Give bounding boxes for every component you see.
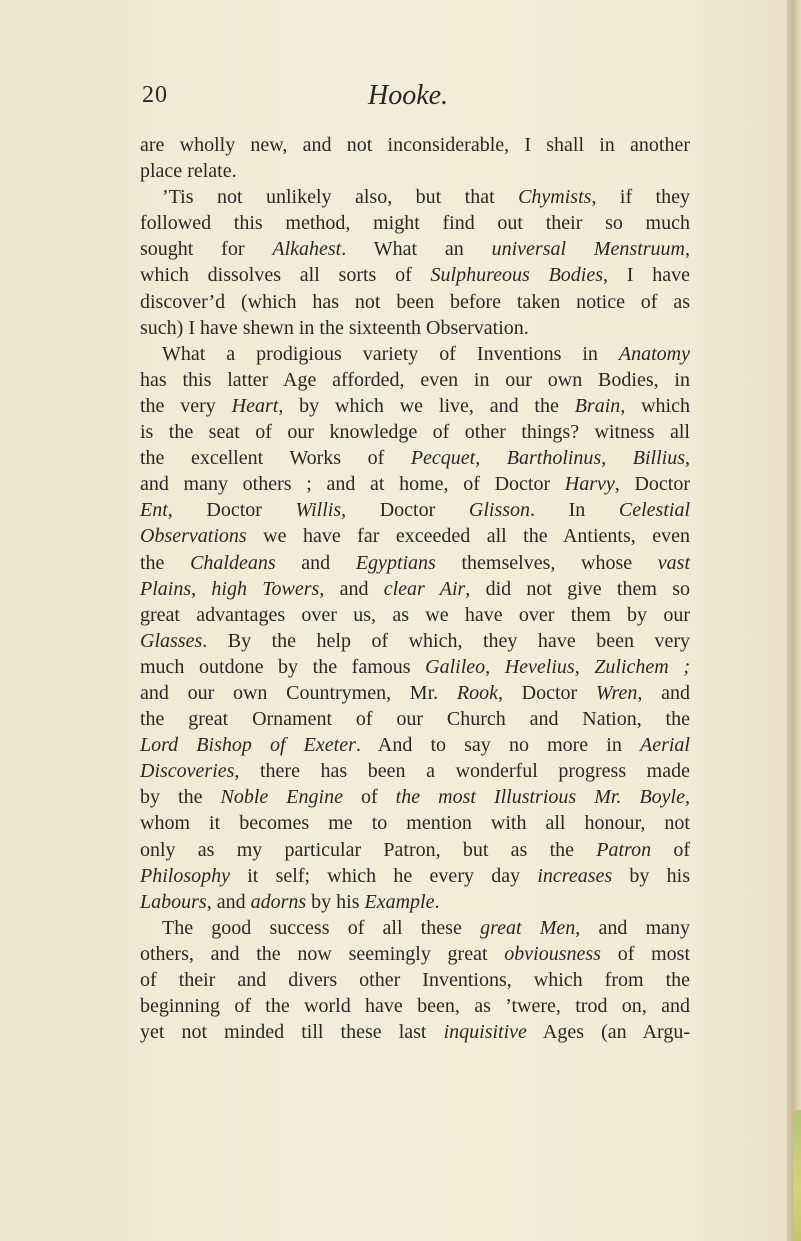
text-run: and many others ; and at home, of Doctor xyxy=(140,473,565,496)
text-line xyxy=(140,706,690,732)
text-run: the excellent Works of xyxy=(140,447,411,470)
text-run: only as my particular Patron, but as the xyxy=(140,838,597,861)
page-header xyxy=(142,82,682,122)
italic-text: vast xyxy=(657,551,690,574)
text-run: , xyxy=(574,655,595,678)
text-line xyxy=(140,158,690,184)
text-run: The good success of all these xyxy=(162,916,481,939)
body-text xyxy=(140,132,690,1045)
text-run: sought for xyxy=(140,238,273,261)
text-run: , xyxy=(485,655,505,678)
text-run: of xyxy=(342,786,396,809)
text-run: of their and divers other Inventions, which from the xyxy=(140,969,690,991)
text-run: such) I have shewn in the sixteenth Observation. xyxy=(140,316,529,339)
text-run: , there has been a wonderful progress made xyxy=(234,760,690,783)
italic-text: the most Illustrious Mr. Boyle xyxy=(395,786,685,809)
text-run: What a prodigious variety of Inventions in xyxy=(162,342,619,365)
italic-text: Pecquet xyxy=(410,447,476,470)
text-run: yet not minded till these last xyxy=(140,1021,444,1044)
text-run: , xyxy=(475,447,507,470)
italic-text: Discoveries xyxy=(140,760,235,783)
text-run: , and many xyxy=(575,916,691,939)
text-run: discover’d (which has not been before taken notice of as xyxy=(140,290,690,313)
text-run: . In xyxy=(530,499,619,522)
text-run: others, and the now seemingly great xyxy=(140,942,505,965)
text-run: has this latter Age afforded, even in our own Bodies, in xyxy=(140,368,690,391)
italic-text: Ent xyxy=(140,499,168,522)
text-line xyxy=(140,471,690,497)
italic-text: Philosophy xyxy=(140,864,230,887)
italic-text: adorns xyxy=(250,890,307,913)
italic-text: Anatomy xyxy=(618,342,690,365)
text-line xyxy=(140,680,690,706)
text-run: of most xyxy=(600,942,690,965)
text-run: , xyxy=(685,238,690,261)
text-line xyxy=(140,993,690,1019)
text-run: the very xyxy=(140,394,232,417)
text-line xyxy=(140,315,690,341)
text-run: ’Tis not unlikely also, but that xyxy=(162,186,519,209)
italic-text: Observations xyxy=(140,525,247,548)
italic-text: Sulphureous Bodies xyxy=(430,264,604,287)
text-run: . What an xyxy=(341,238,492,261)
text-run: , Doctor xyxy=(497,681,596,704)
text-line xyxy=(140,758,690,784)
text-line xyxy=(140,837,690,863)
text-run: , by which we live, and the xyxy=(278,394,575,417)
text-line xyxy=(140,497,690,523)
text-line xyxy=(140,576,690,602)
italic-text: Chymists xyxy=(518,186,592,209)
text-line xyxy=(140,419,690,445)
italic-text: high Towers xyxy=(211,577,320,600)
text-run: by the xyxy=(140,786,221,809)
text-line xyxy=(140,863,690,889)
running-head: Hooke. xyxy=(368,80,449,111)
text-line xyxy=(140,445,690,471)
text-run: . And to say no more in xyxy=(355,734,640,757)
text-line xyxy=(140,393,690,419)
text-run: , xyxy=(685,447,690,470)
text-line xyxy=(140,784,690,810)
italic-text: Egyptians xyxy=(355,551,436,574)
text-run: , Doctor xyxy=(167,499,296,522)
text-line xyxy=(140,915,690,941)
page-number: 20 xyxy=(142,82,168,108)
text-run: beginning of the world have been, as ’twere, trod on, and xyxy=(140,995,690,1018)
text-line xyxy=(140,654,690,680)
text-run: place relate. xyxy=(140,160,237,183)
text-run: are wholly new, and not inconsiderable, I shall in another xyxy=(140,134,690,156)
text-run: by his xyxy=(612,864,690,887)
italic-text: Noble Engine xyxy=(220,786,343,809)
italic-text: Hevelius xyxy=(504,655,575,678)
text-run: great advantages over us, as we have over them by our xyxy=(140,603,690,626)
italic-text: Labours xyxy=(140,890,207,913)
text-line xyxy=(140,367,690,393)
text-line xyxy=(140,184,690,210)
italic-text: obviousness xyxy=(504,942,601,965)
text-run: themselves, whose xyxy=(435,551,658,574)
text-run: , which xyxy=(620,394,690,417)
text-run: . xyxy=(434,890,440,913)
italic-text: great Men xyxy=(480,916,576,939)
italic-text: Willis xyxy=(295,499,342,522)
text-line xyxy=(140,132,690,158)
text-line xyxy=(140,550,690,576)
text-line xyxy=(140,941,690,967)
text-line xyxy=(140,628,690,654)
italic-text: Plains xyxy=(140,577,192,600)
italic-text: Harvy xyxy=(564,473,615,496)
text-line xyxy=(140,523,690,549)
italic-text: Patron xyxy=(596,838,652,861)
text-run: is the seat of our knowledge of other things? witness all xyxy=(140,421,690,444)
text-run: it self; which he every day xyxy=(230,864,538,887)
text-line xyxy=(140,341,690,367)
text-run: , xyxy=(601,447,633,470)
italic-text: Alkahest xyxy=(272,238,342,261)
text-run: , and xyxy=(637,681,690,704)
text-line xyxy=(140,210,690,236)
text-line xyxy=(140,732,690,758)
italic-text: Bartholinus xyxy=(506,447,602,470)
italic-text: inquisitive xyxy=(443,1021,527,1044)
italic-text: Zulichem ; xyxy=(594,655,690,678)
text-run: and our own Countrymen, Mr. xyxy=(140,681,457,704)
italic-text: Lord Bishop of Exeter xyxy=(140,734,356,757)
italic-text: Billius xyxy=(632,447,685,470)
text-line xyxy=(140,810,690,836)
text-run: , and xyxy=(319,577,384,600)
text-run: , did not give them so xyxy=(465,577,690,600)
text-run: the xyxy=(140,551,191,574)
text-run: Ages (an Argu- xyxy=(526,1021,690,1044)
text-run: , xyxy=(191,577,212,600)
italic-text: clear Air xyxy=(383,577,466,600)
text-run: , and xyxy=(206,890,251,913)
text-run: of xyxy=(651,838,690,861)
italic-text: Heart xyxy=(231,394,279,417)
italic-text: Glisson xyxy=(468,499,531,522)
text-run: which dissolves all sorts of xyxy=(140,264,431,287)
text-run: , if they xyxy=(591,186,690,209)
italic-text: universal Menstruum xyxy=(491,238,685,261)
italic-text: Celestial xyxy=(618,499,690,522)
text-run: much outdone by the famous xyxy=(140,655,426,678)
italic-text: Rook xyxy=(456,681,498,704)
text-line xyxy=(140,262,690,288)
text-line xyxy=(140,602,690,628)
text-run: , Doctor xyxy=(341,499,469,522)
italic-text: Chaldeans xyxy=(190,551,276,574)
text-run: by his xyxy=(306,890,365,913)
text-line xyxy=(140,889,690,915)
italic-text: Example xyxy=(364,890,435,913)
text-run: the great Ornament of our Church and Nation, the xyxy=(140,708,690,731)
text-run: , I have xyxy=(603,264,690,287)
text-run: whom it becomes me to mention with all honour, not xyxy=(140,812,690,835)
page-edge xyxy=(787,0,801,1241)
italic-text: increases xyxy=(537,864,613,887)
italic-text: Glasses xyxy=(140,629,203,652)
text-run: , xyxy=(684,786,690,809)
text-run: we have far exceeded all the Antients, even xyxy=(246,525,690,548)
italic-text: Brain xyxy=(574,394,621,417)
italic-text: Galileo xyxy=(425,655,486,678)
text-line xyxy=(140,967,690,993)
text-line xyxy=(140,289,690,315)
text-run: . By the help of which, they have been very xyxy=(202,629,690,652)
text-run: and xyxy=(275,551,356,574)
text-line xyxy=(140,236,690,262)
text-line xyxy=(140,1019,690,1045)
italic-text: Aerial xyxy=(640,734,690,757)
text-run: , Doctor xyxy=(614,473,690,496)
italic-text: Wren xyxy=(595,681,638,704)
text-run: followed this method, might find out their so much xyxy=(140,212,690,235)
page-edge-tab xyxy=(793,1110,801,1241)
